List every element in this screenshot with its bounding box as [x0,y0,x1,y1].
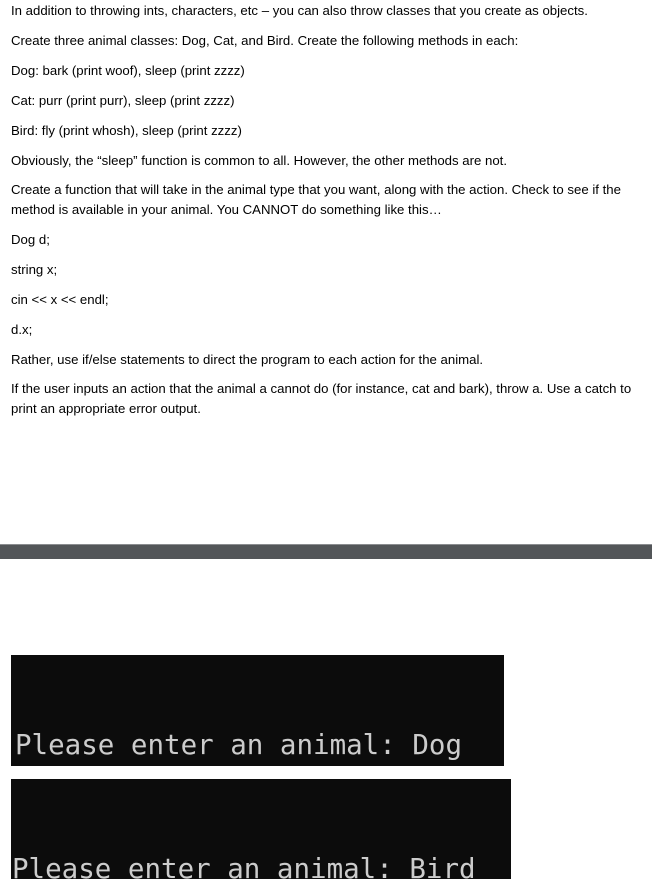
paragraph-code-cin: cin << x << endl; [11,292,109,307]
paragraph-code-string-x: string x; [11,262,58,277]
console-output-bird [11,779,511,879]
paragraph-code-dog-d: Dog d; [11,232,50,247]
paragraph-if-else: Rather, use if/else statements to direct the program to each action for the animal. [11,352,484,367]
paragraph-code-dx: d.x; [11,322,33,337]
paragraph-sleep-common: Obviously, the “sleep” function is common to all. However, the other methods are not. [11,153,507,168]
console-line-animal-prompt: Please enter an animal: Dog [15,729,463,761]
console-output-dog [11,655,504,766]
console-line-animal-prompt: Please enter an animal: Bird [12,853,476,879]
paragraph-function-description: Create a function that will take in the animal type that you want, along with the action. Check to see if the method is available in your animal. You CANNOT do something like this… [11,182,621,217]
paragraph-bird-methods: Bird: fly (print whosh), sleep (print zzzz) [11,123,242,138]
paragraph-intro: In addition to throwing ints, characters, etc – you can also throw classes that you create as objects. [11,3,588,18]
paragraph-cat-methods: Cat: purr (print purr), sleep (print zzzz) [11,93,235,108]
paragraph-throw-catch: If the user inputs an action that the animal a cannot do (for instance, cat and bark), throw a. Use a catch to print an appropriate error output. [11,381,632,416]
paragraph-create-classes: Create three animal classes: Dog, Cat, and Bird. Create the following methods in each: [11,33,519,48]
paragraph-dog-methods: Dog: bark (print woof), sleep (print zzzz) [11,63,245,78]
page-separator [0,544,652,559]
